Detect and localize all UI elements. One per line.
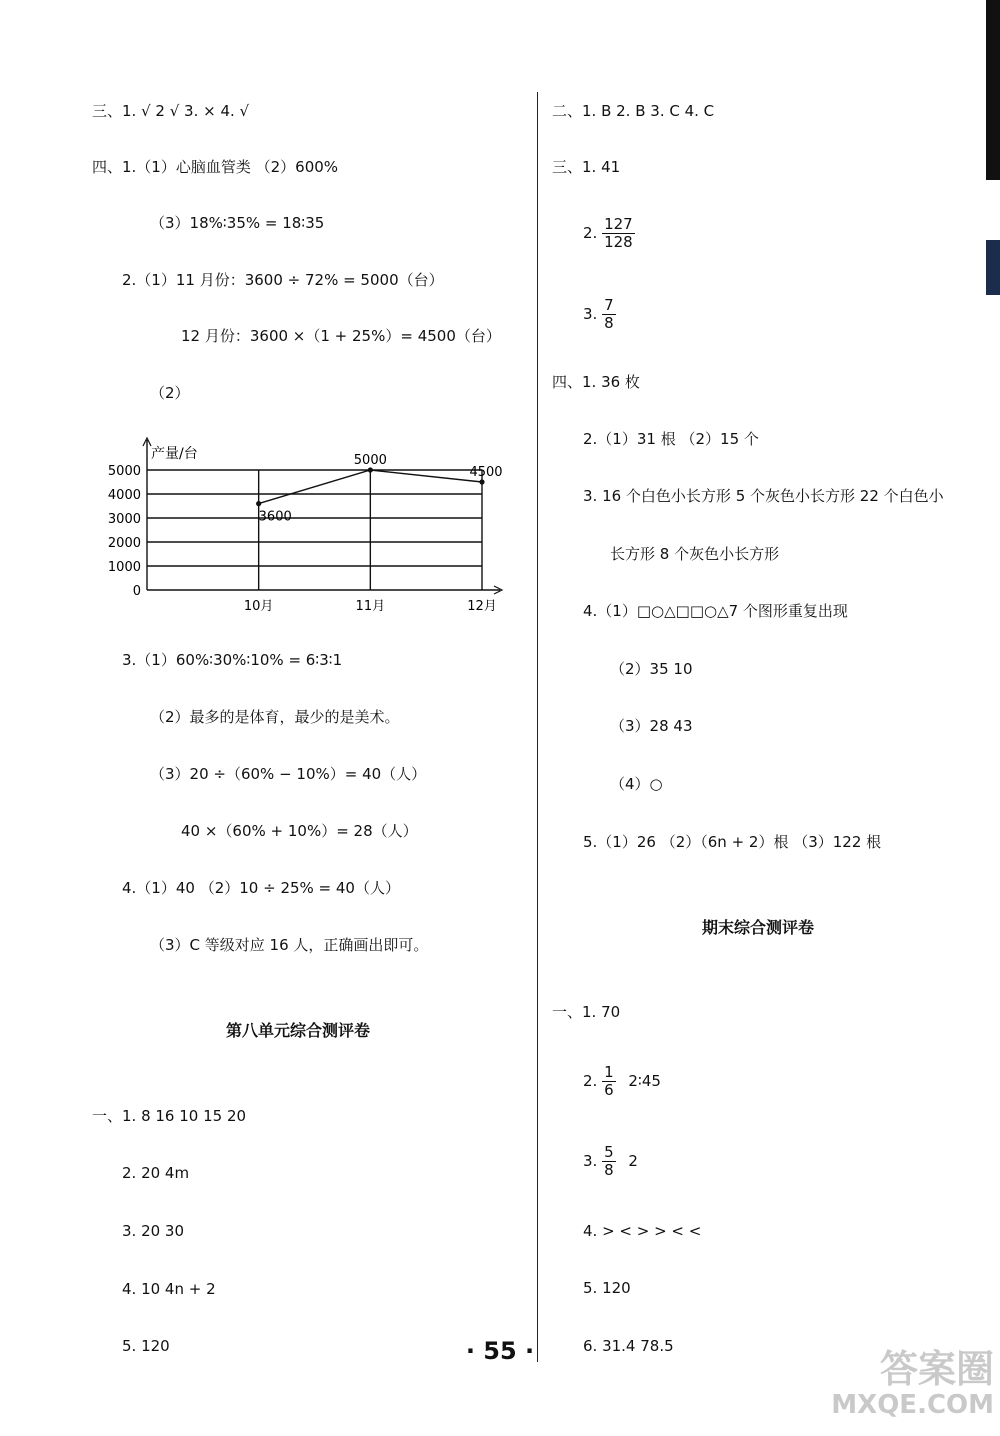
y-tick-label: 5000 [107,464,141,479]
final-q4: 4. > < > > < < [583,1222,702,1240]
data-label: 3600 [258,509,292,525]
unit8-q3: 3. 20 30 [122,1222,185,1240]
unit8-q2: 2. 20 4m [122,1164,190,1182]
fraction-denominator: 128 [604,233,633,251]
right-s4-3a: 3. 16 个白色小长方形 5 个灰色小长方形 22 个白色小 [583,487,944,505]
fraction-numerator: 1 [604,1063,614,1081]
unit8-q5: 5. 120 [122,1337,170,1355]
final-q5: 5. 120 [583,1279,631,1297]
y-tick-label: 2000 [107,536,141,551]
scan-edge-mark [986,240,1000,295]
left-s4-2a: 2.（1）11 月份：3600 ÷ 72% = 5000（台） [122,271,444,289]
right-s3-3 [583,297,616,332]
y-tick-label: 4000 [107,488,141,503]
watermark-logo [831,1348,994,1420]
unit8-title: 第八单元综合测评卷 [226,1021,371,1040]
scan-edge-mark [986,0,1000,180]
y-tick-label: 3000 [107,512,141,527]
final-q2-label: 2. [583,1072,598,1090]
left-s4-2b: 12 月份：3600 ×（1 + 25%）= 4500（台） [181,327,501,345]
fraction-5-8 [602,1144,616,1179]
right-s2: 二、1. B 2. B 3. C 4. C [552,102,715,120]
fraction-7-8 [602,297,616,332]
data-label: 5000 [353,453,387,468]
fraction-numerator: 7 [604,296,614,314]
x-tick-label: 10月 [243,599,274,614]
right-s3-2 [583,216,635,251]
final-q6: 6. 31.4 78.5 [583,1337,674,1355]
unit8-q1: 一、1. 8 16 10 15 20 [92,1107,247,1125]
right-s4-3b: 长方形 8 个灰色小长方形 [610,545,780,563]
left-s4-4a: 4.（1）40 （2）10 ÷ 25% = 40（人） [122,879,400,897]
right-s4-4b: （2）35 10 [610,660,693,678]
final-q3-answer: 2 [628,1152,638,1170]
chart-grid [147,470,482,590]
final-q3 [583,1144,638,1179]
left-s4-1b: （3）18%∶35% = 18∶35 [150,214,325,232]
data-point [256,501,261,506]
fraction-denominator: 8 [604,314,614,332]
right-s3-2-label: 2. [583,224,598,242]
final-title: 期末综合测评卷 [702,918,815,937]
left-s4-3c: （3）20 ÷（60% − 10%）= 40（人） [150,765,427,783]
final-q2-ratio: 2∶45 [628,1072,661,1090]
fraction-denominator: 6 [604,1081,614,1099]
right-s4-4c: （3）28 43 [610,717,693,735]
left-s3: 三、1. √ 2 √ 3. × 4. √ [92,102,250,120]
right-s4-5: 5.（1）26 （2）（6n + 2）根 （3）122 根 [583,833,882,851]
x-tick-label: 11月 [355,599,386,614]
final-q3-label: 3. [583,1152,598,1170]
left-s4-3a: 3.（1）60%∶30%∶10% = 6∶3∶1 [122,651,343,669]
watermark-title: 答案圈 [879,1347,994,1391]
final-q2 [583,1064,661,1099]
left-s4-3d: 40 ×（60% + 10%）= 28（人） [181,822,418,840]
data-label: 4500 [469,465,503,480]
y-axis-label: 产量/台 [151,446,198,462]
right-s3-1: 三、1. 41 [552,158,621,176]
right-s4-4d: （4）○ [610,775,663,793]
fraction-127-128 [602,216,635,251]
page-number: · 55 · [465,1337,535,1365]
x-tick-label: 12月 [467,599,497,614]
right-s4-4a: 4.（1）□○△□□○△7 个图形重复出现 [583,602,848,620]
column-divider [537,92,538,1362]
right-s4-1: 四、1. 36 枚 [552,373,640,391]
left-s4-4b: （3）C 等级对应 16 人，正确画出即可。 [150,936,429,954]
fraction-numerator: 127 [604,215,633,233]
left-s4-1a: 四、1.（1）心脑血管类 （2）600% [92,158,339,176]
fraction-1-6 [602,1064,616,1099]
final-q1: 一、1. 70 [552,1003,621,1021]
data-point [368,467,373,472]
right-s4-2: 2.（1）31 根 （2）15 个 [583,430,759,448]
left-s4-2c: （2） [150,384,190,402]
fraction-denominator: 8 [604,1161,614,1179]
unit8-q4: 4. 10 4n + 2 [122,1280,216,1298]
right-s3-3-label: 3. [583,305,598,323]
y-tick-label: 0 [132,584,141,599]
production-line-chart [95,432,515,617]
fraction-numerator: 5 [604,1143,614,1161]
data-point [479,479,484,484]
watermark-url: MXQE.COM [831,1390,994,1420]
left-s4-3b: （2）最多的是体育，最少的是美术。 [150,708,400,726]
y-tick-label: 1000 [107,560,141,575]
